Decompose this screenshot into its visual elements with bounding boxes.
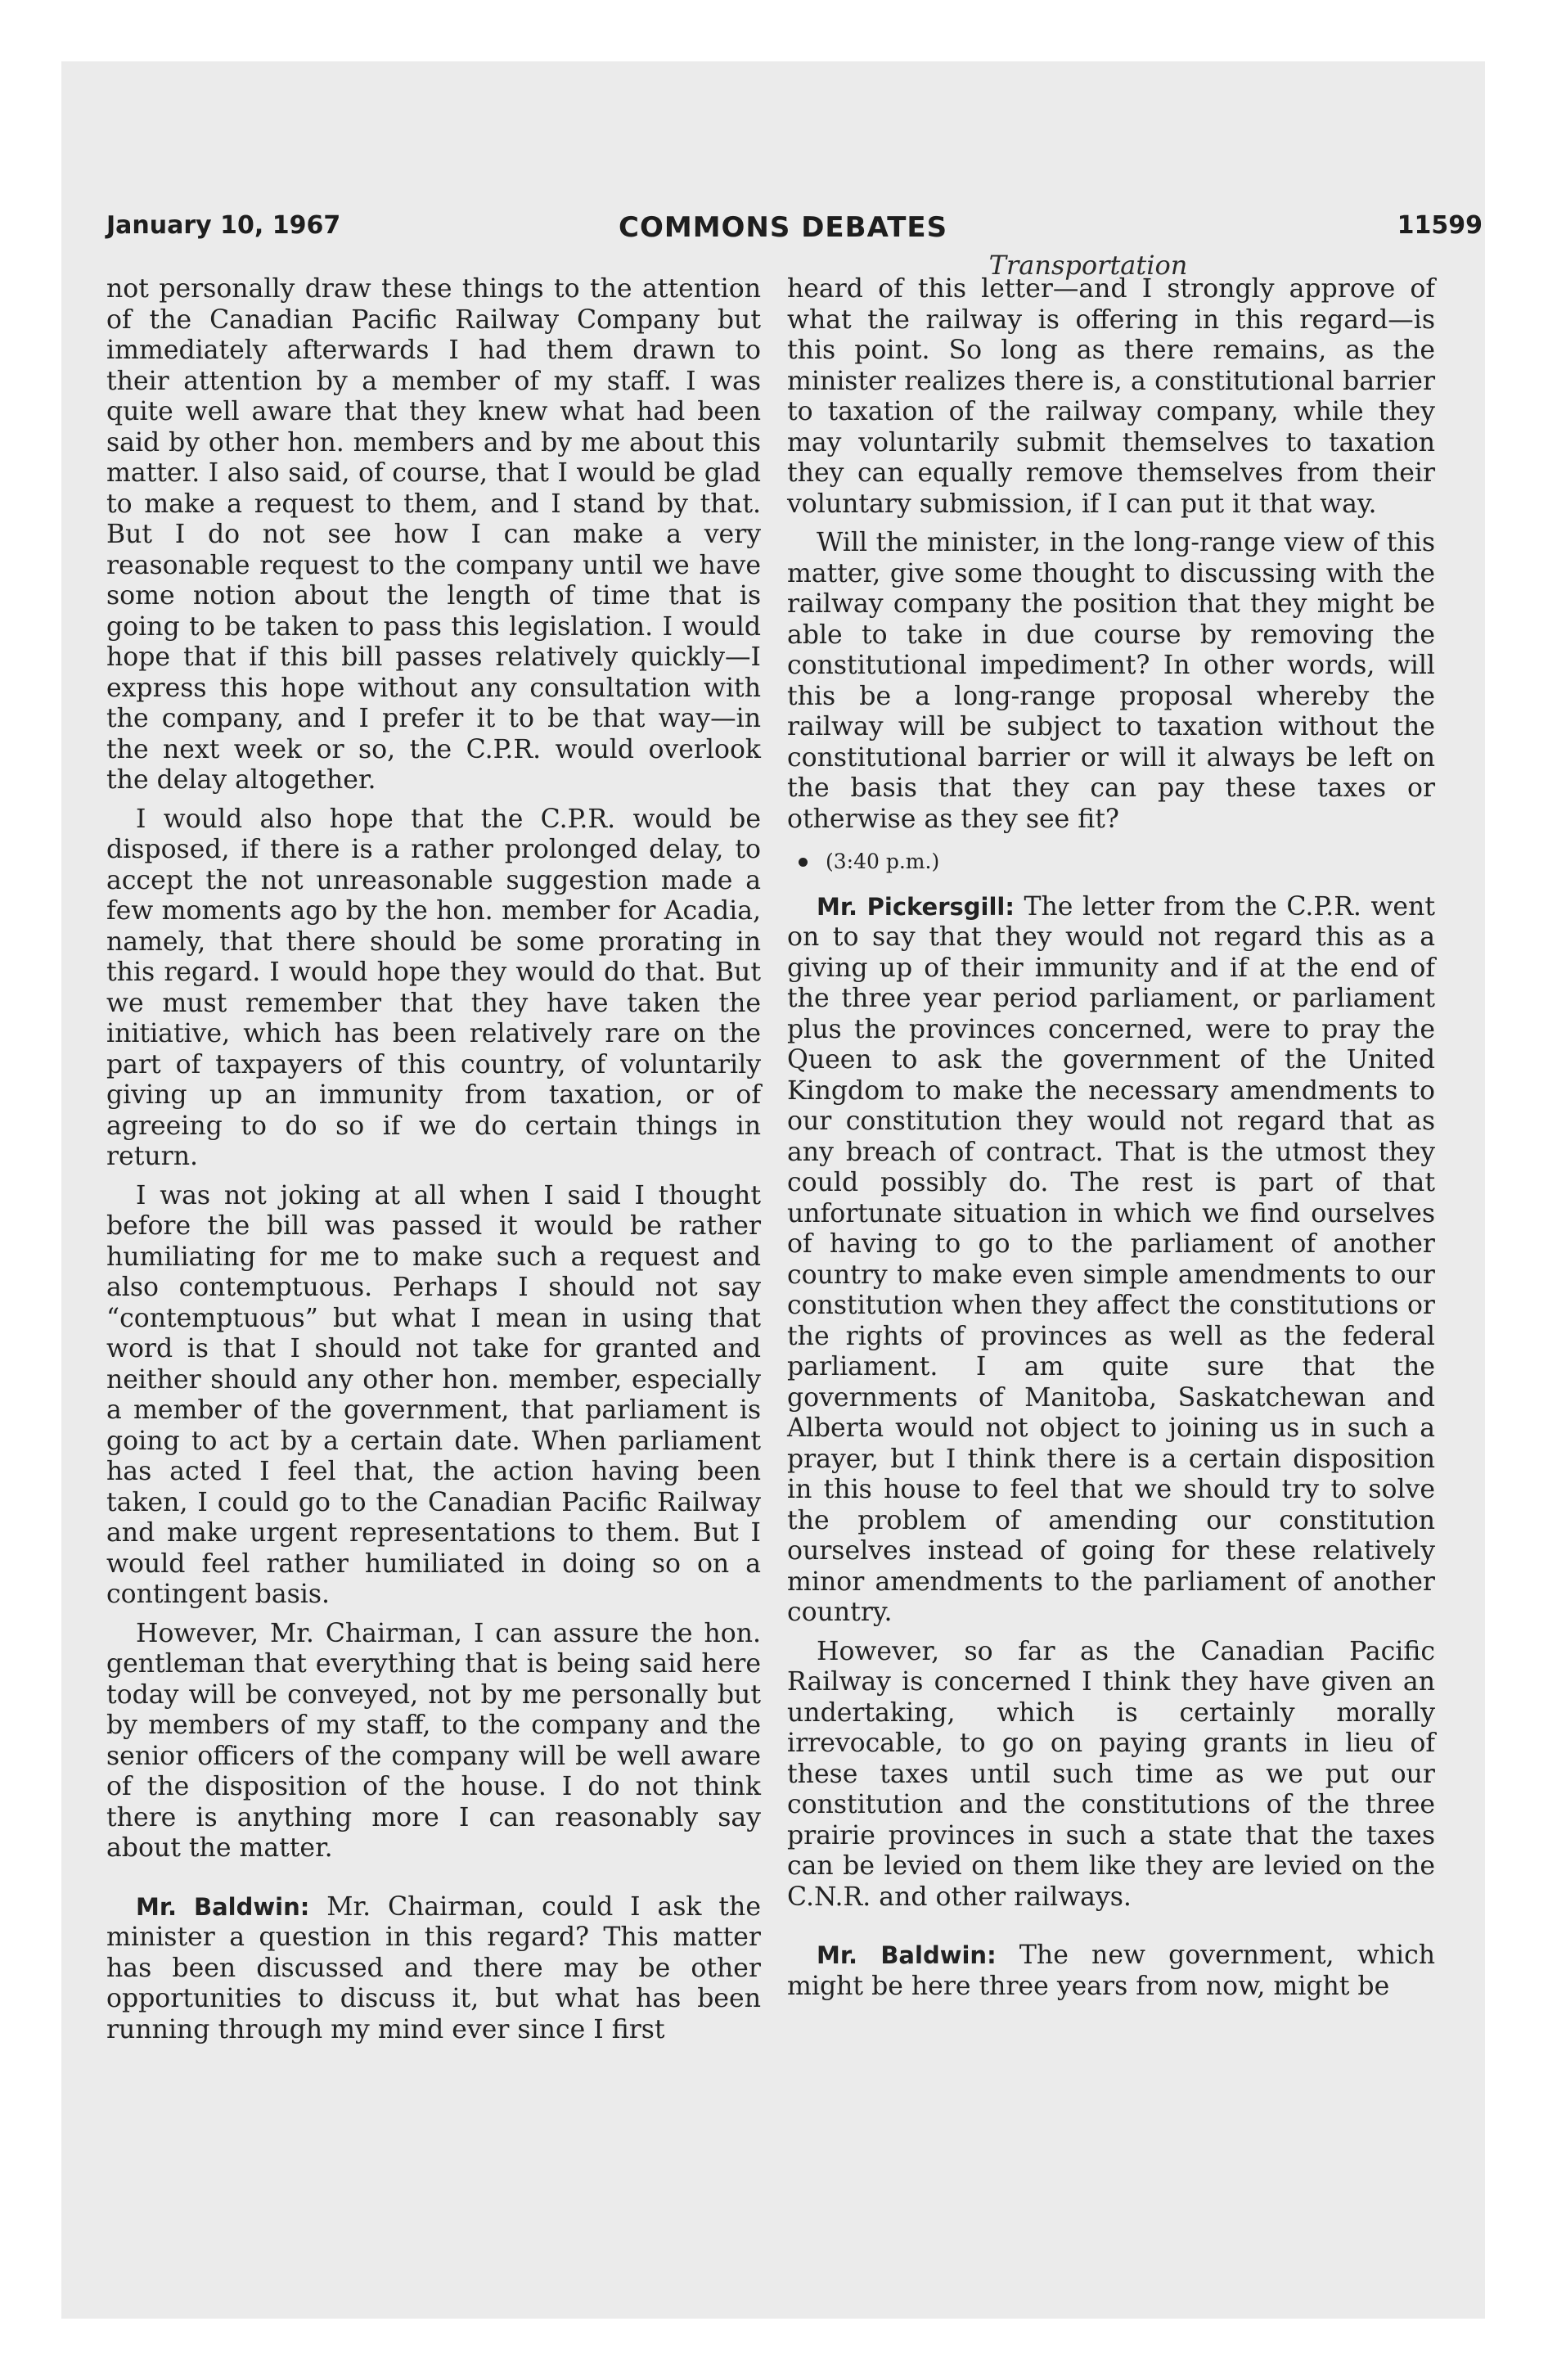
speech-paragraph bbox=[787, 892, 1435, 1629]
paragraph: However, Mr. Chairman, I can assure the hon. gentleman that everything that is being said here today will be conveyed, not by me personally but by members of my staff, to the company and the senior officers of the company will be well aware of the disposition of the house. I do not think there is anything more I can reasonably say about the matter. bbox=[106, 1618, 761, 1863]
speaker-name: Mr. Pickersgill: bbox=[817, 892, 1015, 921]
timestamp bbox=[787, 846, 1435, 877]
speaker-name: Mr. Baldwin: bbox=[817, 1941, 997, 1969]
paragraph: Will the minister, in the long-range view of this matter, give some thought to discussing with the railway company the position that they might be able to take in due course by removing the constitutional impediment? In other words, will this be a long-range proposal whereby the railway will be subject to taxation without the constitutional barrier or will it always be left on the basis that they can pay these taxes or otherwise as they see fit? bbox=[787, 528, 1435, 834]
paragraph: I was not joking at all when I said I thought before the bill was passed it would be rather humiliating for me to make such a request and also contemptuous. Perhaps I should not say “contemptuous” but what I mean in using that word is that I should not take for granted and neither should any other hon. member, especially a member of the government, that parliament is going to act by a certain date. When parliament has acted I feel that, the action having been taken, I could go to the Canadian Pacific Railway and make urgent representations to them. But I would feel rather humiliated in doing so on a contingent basis. bbox=[106, 1180, 761, 1609]
running-head: Transportation bbox=[988, 250, 1188, 281]
paragraph: heard of this letter—and I strongly approve of what the railway is offering in this regard—is this point. So long as there remains, as the minister realizes there is, a constitutional barrier to taxation of the railway company, while they may voluntarily submit themselves to taxation they can equally remove themselves from their voluntary submission, if I can put it that way. bbox=[787, 274, 1435, 519]
paragraph: However, so far as the Canadian Pacific Railway is concerned I think they have given an undertaking, which is certainly morally irrevocable, to go on paying grants in lieu of these taxes until such time as we put our constitution and the constitutions of the three prairie provinces in such a state that the taxes can be levied on them like they are levied on the C.N.R. and other railways. bbox=[787, 1636, 1435, 1912]
left-column bbox=[106, 274, 761, 2053]
timestamp-text: (3:40 p.m.) bbox=[826, 850, 940, 873]
speaker-name: Mr. Baldwin: bbox=[136, 1892, 310, 1921]
speech-paragraph bbox=[106, 1892, 761, 2046]
bullet-icon bbox=[799, 858, 808, 867]
speech-text: Mr. Chairman, could I ask the minister a question in this regard? This matter has been discussed and there may be other opportunities to discuss it, but what has been running through my mind ever since I first bbox=[106, 1891, 761, 2044]
header-date: January 10, 1967 bbox=[106, 211, 341, 240]
header-title: COMMONS DEBATES bbox=[619, 211, 948, 244]
speech-text: The new government, which might be here three years from now, might be bbox=[787, 1941, 1435, 2001]
page-header bbox=[106, 211, 1483, 249]
speech-text: The letter from the C.P.R. went on to say that they would not regard this as a giving up of their immunity and if at the end of the three year period parliament, or parliament plus the provinces concerned, were to pray the Queen to ask the government of the United Kingdom to make the necessary amendments to our constitution they would not regard that as any breach of contract. That is the utmost they could possibly do. The rest is part of that unfortunate situation in which we find ourselves of having to go to the parliament of another country to make even simple amendments to our constitution when they affect the constitutions or the rights of provinces as well as the federal parliament. I am quite sure that the governments of Manitoba, Saskatchewan and Alberta would not object to joining us in such a prayer, but I think there is a certain disposition in this house to feel that we should try to solve the problem of amending our constitution ourselves instead of going for these relatively minor amendments to the parliament of another country. bbox=[787, 891, 1435, 1627]
paragraph: I would also hope that the C.P.R. would be disposed, if there is a rather prolonged delay, to accept the not unreasonable suggestion made a few moments ago by the hon. member for Acadia, namely, that there should be some prorating in this regard. I would hope they would do that. But we must remember that they have taken the initiative, which has been relatively rare on the part of taxpayers of this country, of voluntarily giving up an immunity from taxation, or of agreeing to do so if we do certain things in return. bbox=[106, 804, 761, 1171]
speech-paragraph bbox=[787, 1941, 1435, 2002]
right-column bbox=[787, 274, 1435, 2010]
header-page-number: 11599 bbox=[1397, 211, 1483, 240]
paragraph: not personally draw these things to the attention of the Canadian Pacific Railway Company but immediately afterwards I had them drawn to their attention by a member of my staff. I was quite well aware that they knew what had been said by other hon. members and by me about this matter. I also said, of course, that I would be glad to make a request to them, and I stand by that. But I do not see how I can make a very reasonable request to the company until we have some notion about the length of time that is going to be taken to pass this legislation. I would hope that if this bill passes relatively quickly—I express this hope without any consultation with the company, and I prefer it to be that way—in the next week or so, the C.P.R. would overlook the delay altogether. bbox=[106, 274, 761, 795]
